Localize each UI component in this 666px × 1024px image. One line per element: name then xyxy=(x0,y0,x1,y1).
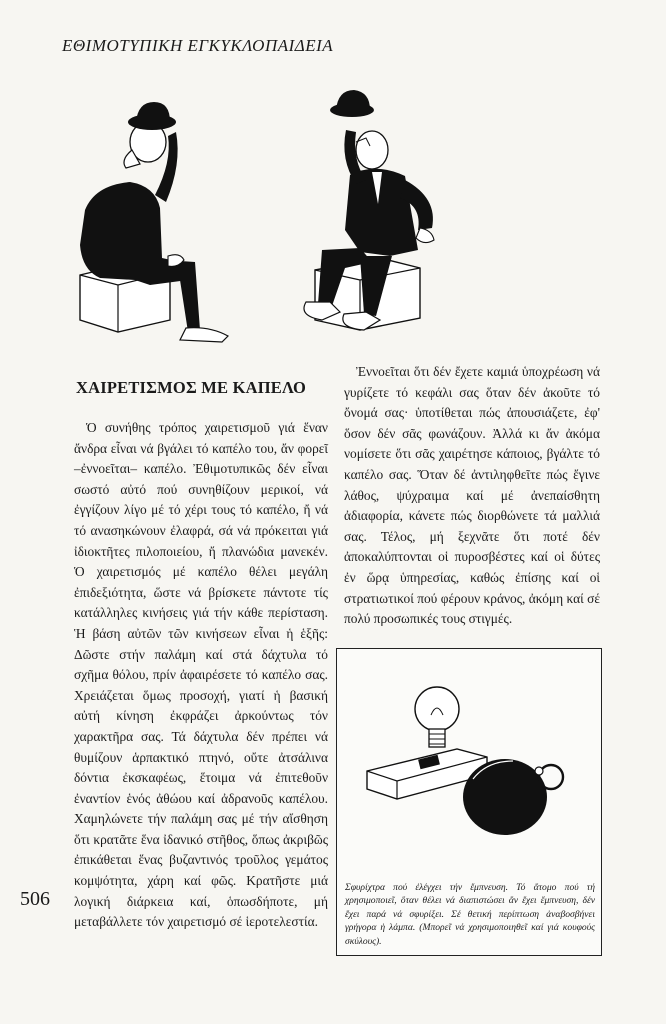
body-paragraph: Ἐννοεῖται ὅτι δέν ἔχετε καμιά ὑποχρέωση νά γυρίζετε τό κεφάλι σας ὅταν δέν ἀκοῦτε τό ὄνομά σας· ὑποτίθεται πώς ἀπουσιάζετε, ἐφ' ὅσον δέν σᾶς φωνάζουν. Ἀλλά κι ἄν ἀκόμα νομίσετε ὅτι σᾶς χαιρέτησε κάποιος, βγάλτε τό καπέλο σας. Ὅταν δέ ἀντιληφθεῖτε πώς ἔγινε λάθος, ψύχραιμα καί μέ ἀνεπαίσθητη ἀδιαφορία, κάνετε πώς διορθώνετε τά μαλλιά σας. Τέλος, μή ξεχνᾶτε ὅτι ποτέ δέν ἀποκαλύπτονται οἱ πυροσβέστες καί οἱ δύτες ἐν ὥρᾳ ὑπηρεσίας, καθώς ἐπίσης καί οἱ στρατιωτικοί πού φέρουν κράνος, ἀκόμη καί σέ πολύ προσωπικές τους στιγμές. xyxy=(344,364,600,627)
hat-greeting-illustration xyxy=(60,80,480,360)
whistle-icon xyxy=(367,749,563,835)
lightbulb-icon xyxy=(415,687,459,747)
lightbulb-whistle-illustration xyxy=(337,649,603,881)
right-gentleman xyxy=(304,90,434,330)
body-column-right xyxy=(344,362,600,630)
body-column-left xyxy=(74,418,328,933)
whistle-figure xyxy=(336,648,602,956)
article-heading: ΧΑΙΡΕΤΙΣΜΟΣ ΜΕ ΚΑΠΕΛΟ xyxy=(76,378,307,397)
left-gentleman xyxy=(80,102,228,342)
body-paragraph: Ὁ συνήθης τρόπος χαιρετισμοῦ γιά ἕναν ἄνδρα εἶναι νά βγάλει τό καπέλο του, ἄν φορεῖ –ἐννοεῖται– καπέλο. Ἐθιμοτυπικῶς δέν εἶναι σωστό αὐτό πού συνηθίζουν μερικοί, νά ἐγγίζουν λίγο μέ τό χέρι τους τό καπέλο, ἤ νά τό ανασηκώνουν ἐλαφρά, σά νά πρόκειται γιά ἰδιοκτῆτες πιλοποιείου, ἤ πλανώδια μανεκέν. Ὁ χαιρετισμός μέ καπέλο θέλει μεγάλη ἐπιδεξιότητα, ὥστε νά βρίσκετε πάντοτε τίς κατάλληλες κινήσεις γιά τήν κάθε περίσταση. Ἡ βάση αὐτῶν τῶν κινήσεων εἶναι ἡ ἑξῆς: Δῶστε στήν παλάμη καί στά δάχτυλα τό σχῆμα θόλου, πρίν ἀφαιρέσετε τό καπέλο σας. Χρειάζεται ὅμως προσοχή, γιατί ἡ βασική αὐτή κίνηση ἐκφράζει ἀρκούντως τόν χαρακτῆρα σας. Τά δάχτυλα δέν πρέπει νά θυμίζουν ἁρπακτικό πτηνό, οὔτε ἀτσάλινα δόντια ἐκσκαφέως, ἕτοιμα νά ἐπιτεθοῦν ἐναντίον ἑνός ἀθώου καί ἀδρανοῦς καπέλου. Χαμηλώνετε τήν παλάμη σας μέ τήν αἴσθηση ὅτι κρατᾶτε ἕνα ἰδανικό στῆθος, ὅπως ἀκριβῶς ἐπικάθεται ἕνας βυζαντινός τροῦλος γεμάτος κομψότητα, χάρη καί φῶς. Κρατῆστε μιά λογική διάρκεια καί, ὁπωσδήποτε, μή μεταβάλλετε τόν χαιρετισμό σέ ἱεροτελεστία. xyxy=(74,420,328,930)
page-number: 506 xyxy=(20,888,50,910)
running-head: ΕΘΙΜΟΤΥΠΙΚΗ ΕΓΚΥΚΛΟΠΑΙΔΕΙΑ xyxy=(62,36,334,55)
figure-caption: Σφυρίχτρα πού ἐλέγχει τήν ἔμπνευση. Τό ἄτομο πού τή χρησιμοποιεῖ, ὅταν θέλει νά διαπιστώσει ἄν ἔχει ἔμπνευση, δέν ἔχει παρά νά σφυρίξει. Σέ θετική περίπτωση ἀναβοσβήνει γρήγορα ἡ λάμπα. (Μπορεῖ νά χρησιμοποιηθεῖ καί γιά κουφούς σκύλους). xyxy=(345,882,595,947)
